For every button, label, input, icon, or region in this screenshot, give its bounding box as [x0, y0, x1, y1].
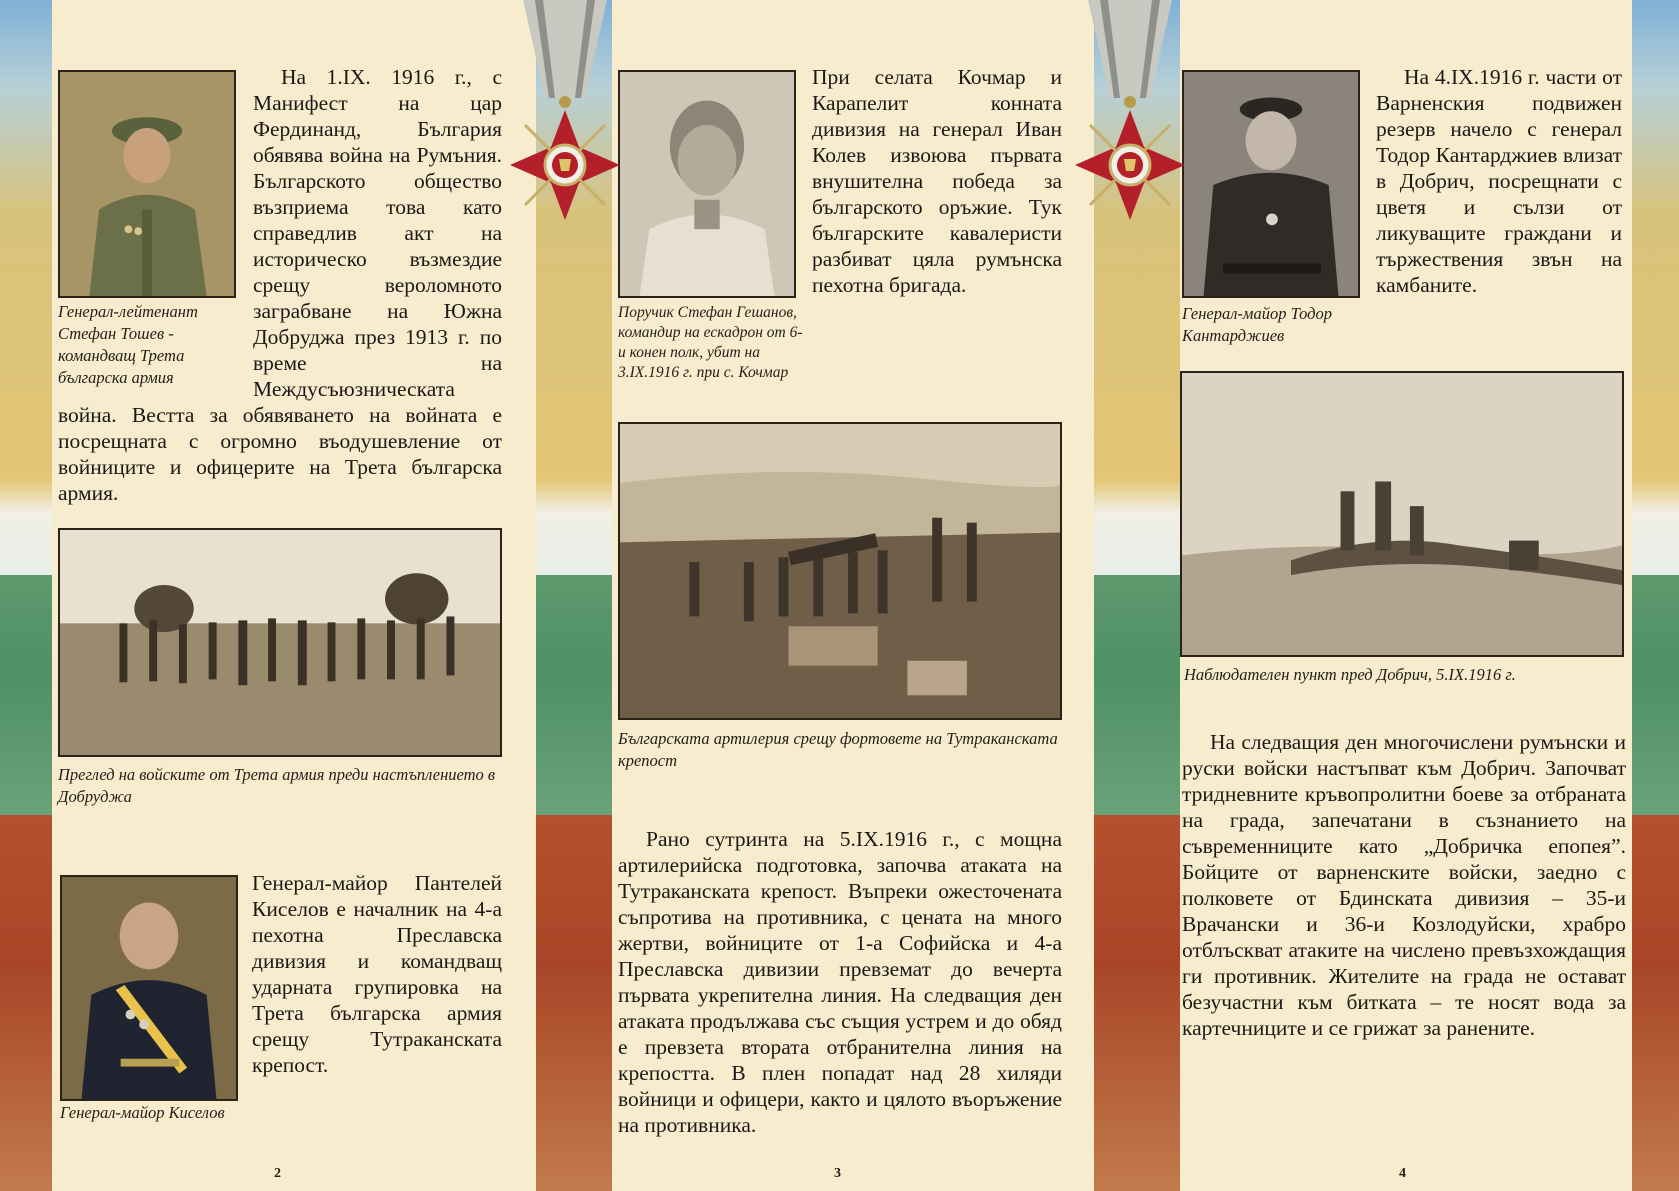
- page-2: [52, 0, 536, 1191]
- page-number-3: 3: [834, 1166, 841, 1181]
- photo-caption-army-review: Преглед на войските от Трета армия преди настъплението в Добруджа: [58, 765, 496, 806]
- page-3-text-1: При селата Кочмар и Карапелит конната дивизия на генерал Иван Колев извоюва първата внушителна победа за българското оръжие. Тук българските кавалеристи разбиват цяла румънска пехотна бригада.: [812, 65, 1062, 297]
- page-4-text-1: На 4.IX.1916 г. части от Варненския подвижен резерв начело с генерал Тодор Кантарджиев влизат в Добрич, посрещнати с цветя и сълзи от ликуващите граждани и тържествения звън на камбаните.: [1376, 65, 1622, 297]
- medal-order-icon: [495, 0, 635, 225]
- photo-caption-observation-point: Наблюдателен пункт пред Добрич, 5.IX.1916 г.: [1184, 665, 1516, 684]
- page-4: [1180, 0, 1632, 1191]
- page-2-text-2: Генерал-майор Пантелей Киселов е началник на 4-а пехотна Преславска дивизия и командващ ударната групировка на Трета българска армия срещу Тутраканската крепост.: [252, 871, 502, 1077]
- portrait-todor-kantardzhiev: [1182, 70, 1360, 298]
- portrait-caption-geshanov: Поручик Стефан Гешанов, командир на ескадрон от 6-и конен полк, убит на 3.IX.1916 г. при с. Кочмар: [618, 304, 803, 381]
- background-flag-strip-right: [1632, 0, 1679, 1191]
- medal-order-icon: [1060, 0, 1200, 225]
- portrait-caption-kantardzhiev: Генерал-майор Тодор Кантарджиев: [1182, 304, 1333, 345]
- portrait-caption-toshev: Генерал-лейтенант Стефан Тошев - командващ Трета българска армия: [58, 302, 198, 387]
- page-number-2: 2: [274, 1166, 281, 1181]
- page-3-text-2: Рано сутринта на 5.IX.1916 г., с мощна артилерийска подготовка, започва атаката на Тутраканската крепост. Въпреки ожесточената съпротива на противника, с цената на много жертви, войниците от 1-а Софийска и 4-а Преславска дивизии превземат до вечерта първата укрепителна линия. На следващия ден атаката продължава със същия устрем и до обяд е превзета втората отбранителна линия на крепостта. В плен попадат над 28 хиляди войници и офицери, както и цялото въоръжение на противника.: [618, 827, 1062, 1137]
- portrait-caption-kiselov: Генерал-майор Киселов: [60, 1103, 225, 1122]
- page-4-text-2: На следващия ден многочислени румънски и руски войски настъпват към Добрич. Започват тридневните кръвопролитни боеве за отбраната на града, запечатани в съзнанието на съвременниците като „Добричка епопея”. Бойците от варненските войски, заедно с полковете от Бдинската дивизия – 35-и Врачански и 36-и Козлодуйски, храбро отблъскват атаките на числено превъзхождащия ги противник. Жителите на града не остават безучастни към битката – те носят вода за картечниците и се грижат за ранените.: [1182, 730, 1626, 1040]
- background-flag-strip-left: [0, 0, 52, 1191]
- page-number-4: 4: [1399, 1166, 1406, 1181]
- photo-observation-point: [1180, 371, 1624, 657]
- photo-artillery: [618, 422, 1062, 720]
- photo-army-review: [58, 528, 502, 757]
- page-2-text-1: На 1.IX. 1916 г., с Манифест на цар Фердинанд, България обявява война на Румъния. Българското общество възприема това като справедлив акт на историческо възмездие срещу вероломното заграбване на Южна Добруджа през 1913 г. по време на Междусъюзническата война. Вестта за обявяването на войната е посрещната с огромно въодушевление от войниците и офицерите на Трета българска армия.: [58, 65, 502, 505]
- page-3: [612, 0, 1094, 1191]
- portrait-kiselov: [60, 875, 238, 1101]
- photo-caption-artillery: Българската артилерия срещу фортовете на Тутраканската крепост: [618, 729, 1058, 770]
- portrait-stefan-geshanov: [618, 70, 796, 298]
